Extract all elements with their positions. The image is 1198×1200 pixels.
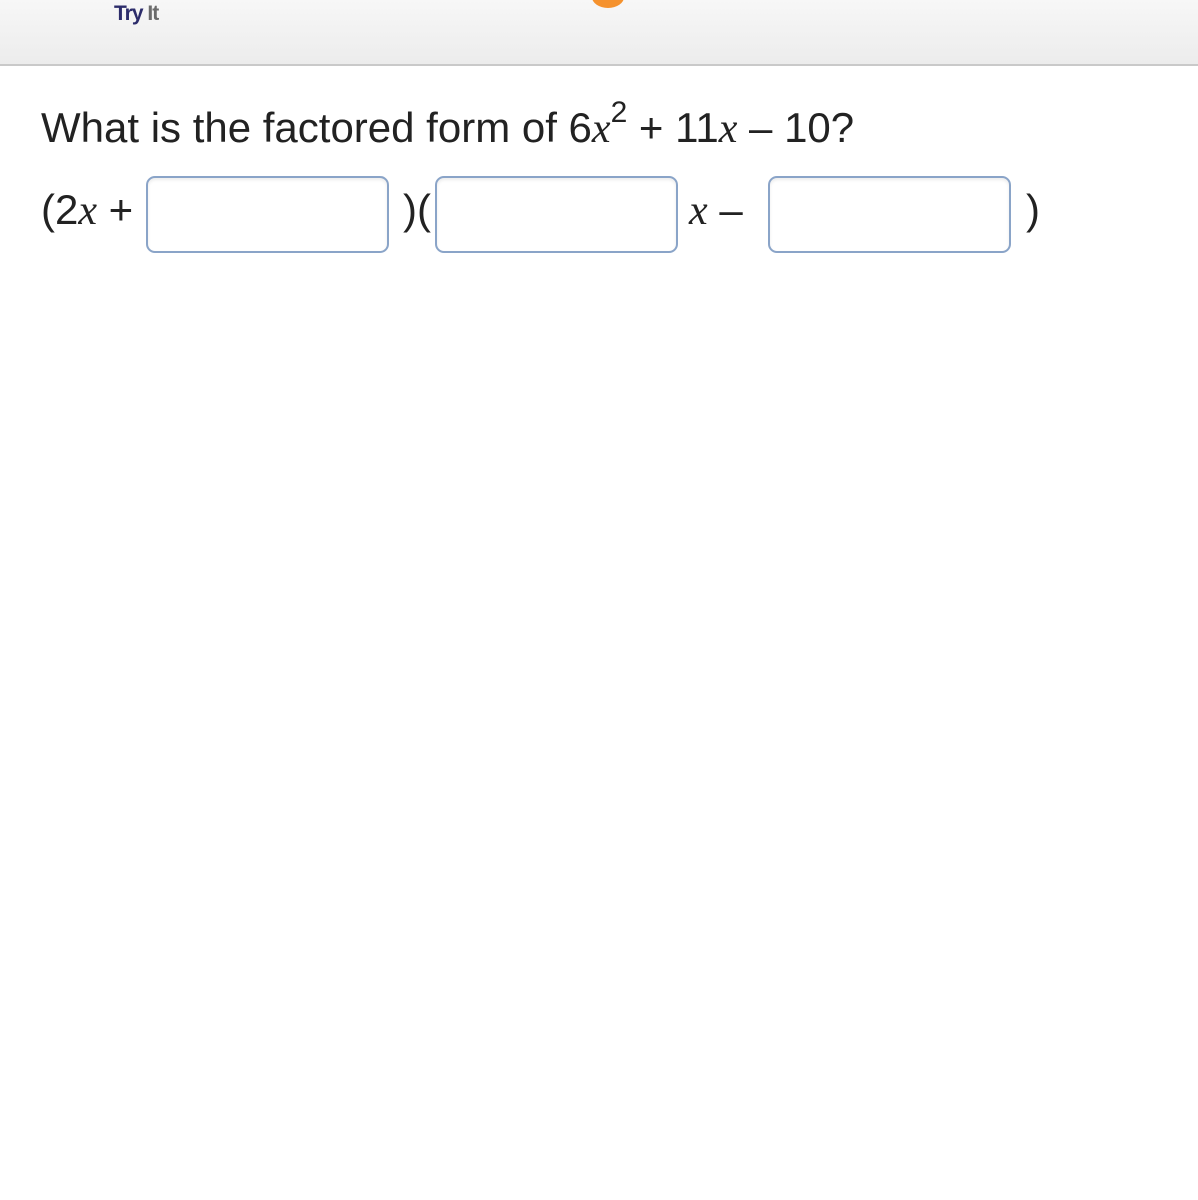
question-prefix: What is the factored form of 6 (41, 104, 592, 151)
question-text (41, 96, 855, 153)
answer-var-x2: x (689, 188, 708, 234)
question-suffix: – 10? (737, 104, 855, 151)
question-mid: + 11 (627, 104, 719, 151)
tab-try-label: Try (114, 2, 143, 25)
question-var-x2: x (718, 106, 738, 152)
answer-input-2[interactable] (435, 176, 678, 253)
tab-it-label: It (147, 2, 159, 25)
answer-input-1[interactable] (146, 176, 389, 253)
top-toolbar (0, 0, 1198, 66)
answer-var-x: x (78, 188, 98, 234)
orange-indicator-icon (592, 0, 624, 8)
answer-input-3[interactable] (768, 176, 1011, 253)
answer-minus: – (707, 186, 743, 233)
tab-try-it[interactable] (114, 2, 158, 26)
answer-paren-mid: )( (403, 186, 431, 233)
answer-open-group (41, 186, 133, 235)
answer-open: (2 (41, 186, 79, 233)
answer-plus: + (97, 186, 134, 233)
question-exponent: 2 (610, 96, 628, 129)
question-var-x: x (591, 106, 611, 152)
answer-close-paren: ) (1026, 186, 1040, 233)
answer-row (41, 176, 1141, 256)
answer-x-minus-group (689, 186, 743, 235)
